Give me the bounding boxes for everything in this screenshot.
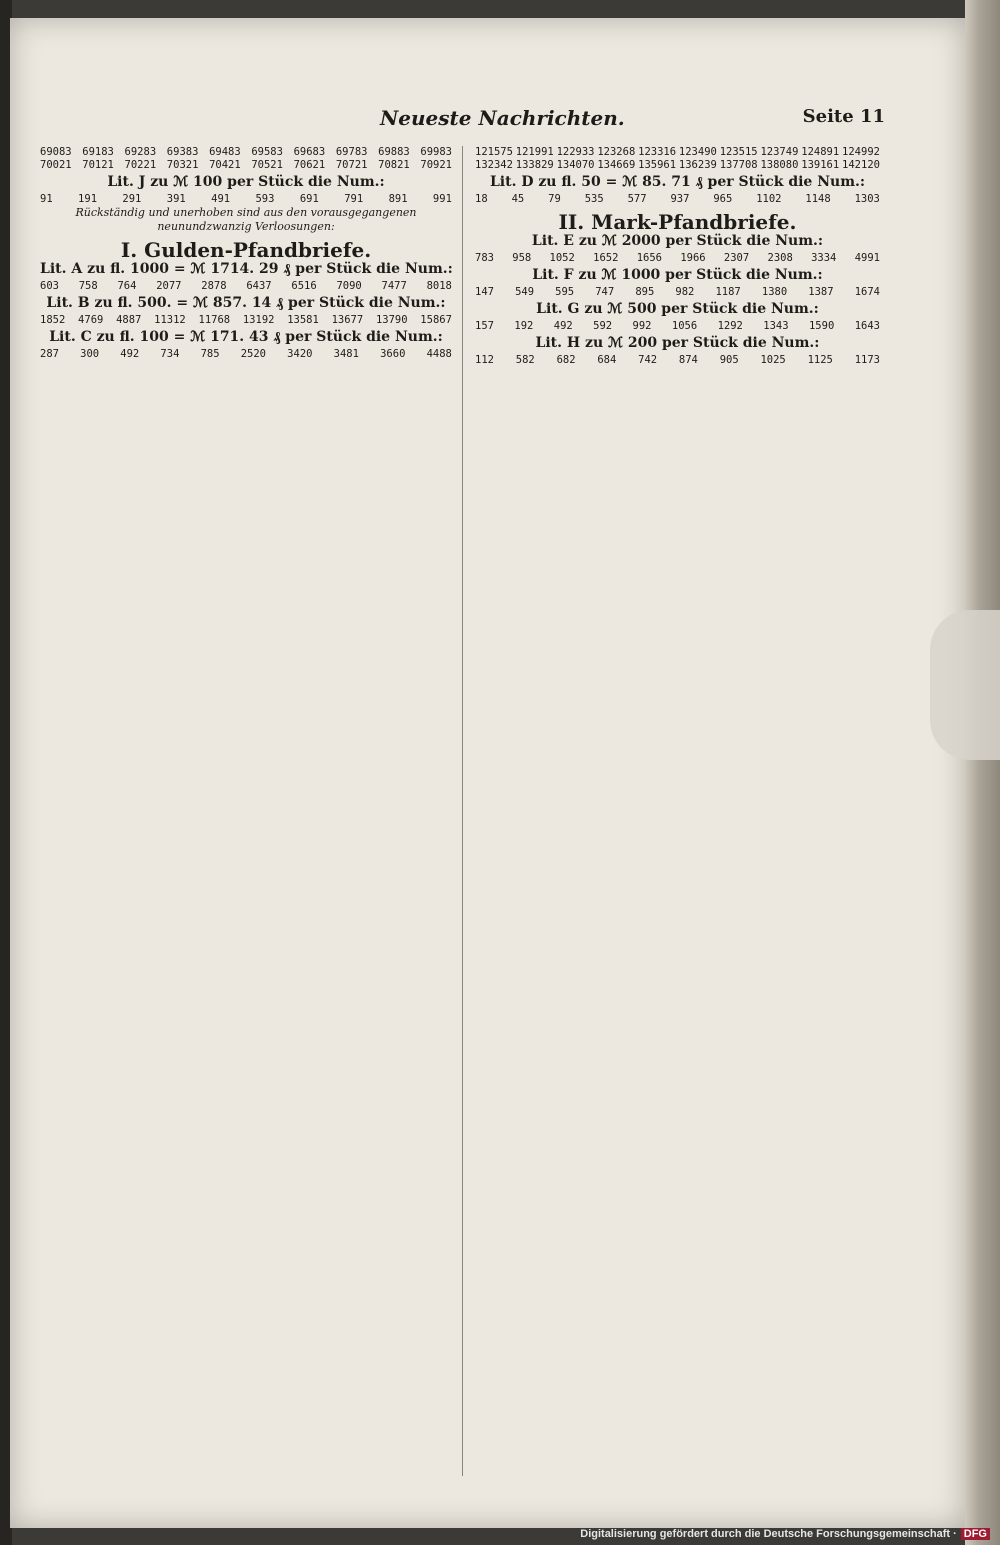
lit-g-heading: Lit. G zu ℳ 500 per Stück die Num.: <box>536 301 819 317</box>
ticket-number: 291 <box>122 193 142 205</box>
ticket-number: 70821 <box>378 159 410 171</box>
ticket-number: 123749 <box>760 146 799 158</box>
ticket-number: 4887 <box>116 314 142 326</box>
ticket-number: 958 <box>512 252 532 264</box>
ticket-number: 492 <box>553 320 573 332</box>
ticket-number: 69683 <box>293 146 326 158</box>
ticket-number: 137708 <box>719 159 758 171</box>
ticket-number: 3420 <box>287 348 313 360</box>
ticket-number: 2308 <box>767 252 793 264</box>
lit-e-heading: Lit. E zu ℳ 2000 per Stück die Num.: <box>531 233 824 249</box>
ticket-number: 112 <box>475 354 494 366</box>
ticket-number: 70121 <box>82 159 114 171</box>
ticket-number: 69883 <box>378 146 410 158</box>
number-row <box>40 146 452 159</box>
ticket-number: 70721 <box>335 159 368 171</box>
ticket-number: 123268 <box>597 146 636 158</box>
ticket-number: 135961 <box>638 159 677 171</box>
ticket-number: 124992 <box>842 146 880 158</box>
column-divider <box>462 146 463 1476</box>
lit-f-heading: Lit. F zu ℳ 1000 per Stück die Num.: <box>532 267 823 283</box>
ticket-number: 747 <box>595 286 615 298</box>
ticket-number: 965 <box>713 193 733 205</box>
ticket-number: 70321 <box>166 159 199 171</box>
ticket-number: 1643 <box>854 320 880 332</box>
ticket-number: 1292 <box>717 320 743 332</box>
page-header <box>10 106 965 132</box>
ticket-number: 70621 <box>293 159 326 171</box>
ticket-number: 142120 <box>842 159 880 171</box>
ticket-number: 133829 <box>515 159 554 171</box>
ticket-number: 895 <box>635 286 655 298</box>
number-row <box>475 159 880 172</box>
page-title: Neueste Nachrichten. <box>380 106 625 130</box>
digitization-footer <box>580 1528 990 1540</box>
ticket-number: 123515 <box>719 146 758 158</box>
ticket-number: 4991 <box>854 252 880 264</box>
number-row <box>475 320 880 333</box>
ticket-number: 122933 <box>556 146 595 158</box>
ticket-number: 300 <box>80 348 100 360</box>
ticket-number: 121991 <box>515 146 554 158</box>
lit-b-heading: Lit. B zu fl. 500. = ℳ 857. 14 ₰ per Stück die Num.: <box>46 295 446 311</box>
ticket-number: 79 <box>548 193 561 205</box>
ticket-number: 1173 <box>854 354 880 366</box>
ticket-number: 684 <box>597 354 617 366</box>
ticket-number: 1674 <box>854 286 880 298</box>
ticket-number: 905 <box>719 354 739 366</box>
ticket-number: 1102 <box>756 193 782 205</box>
number-row <box>475 193 880 206</box>
ticket-number: 7477 <box>381 280 407 292</box>
footer-text: Digitalisierung gefördert durch die Deutsche Forschungsgemeinschaft · <box>580 1528 957 1540</box>
ticket-number: 136239 <box>678 159 717 171</box>
ticket-number: 13581 <box>287 314 319 326</box>
ticket-number: 138080 <box>760 159 799 171</box>
ticket-number: 45 <box>511 193 525 205</box>
ticket-number: 603 <box>40 280 59 292</box>
ticket-number: 691 <box>299 193 319 205</box>
ticket-number: 11768 <box>198 314 231 326</box>
section-mark-pfandbriefe: II. Mark-Pfandbriefe. <box>558 210 797 234</box>
ticket-number: 4488 <box>426 348 452 360</box>
ticket-number: 13790 <box>375 314 408 326</box>
number-row <box>475 252 880 265</box>
ticket-number: 69283 <box>124 146 157 158</box>
lit-j-heading: Lit. J zu ℳ 100 per Stück die Num.: <box>107 174 385 190</box>
number-row <box>40 159 452 172</box>
ticket-number: 1148 <box>805 193 831 205</box>
newspaper-page <box>10 18 965 1528</box>
ticket-number: 992 <box>632 320 652 332</box>
ticket-number: 1966 <box>680 252 706 264</box>
ticket-number: 734 <box>160 348 180 360</box>
ticket-number: 1852 <box>40 314 66 326</box>
ticket-number: 1025 <box>760 354 786 366</box>
ticket-number: 4769 <box>78 314 104 326</box>
ticket-number: 1387 <box>808 286 834 298</box>
ticket-number: 69083 <box>40 146 72 158</box>
number-row <box>40 280 452 293</box>
ticket-number: 123316 <box>638 146 677 158</box>
ticket-number: 742 <box>638 354 658 366</box>
ticket-number: 2878 <box>201 280 227 292</box>
ticket-number: 134669 <box>597 159 636 171</box>
ticket-number: 491 <box>211 193 231 205</box>
number-row <box>40 193 452 206</box>
ticket-number: 1652 <box>593 252 619 264</box>
arrears-note: Rückständig und unerhoben sind aus den vorausgegangenen neunundzwanzig Verloosungen: <box>75 206 417 233</box>
ticket-number: 70921 <box>420 159 452 171</box>
ticket-number: 13677 <box>331 314 364 326</box>
ticket-number: 6516 <box>291 280 317 292</box>
ticket-number: 13192 <box>242 314 275 326</box>
section-gulden-pfandbriefe: I. Gulden-Pfandbriefe. <box>120 238 372 262</box>
ticket-number: 764 <box>117 280 137 292</box>
ticket-number: 18 <box>475 193 488 205</box>
ticket-number: 391 <box>166 193 186 205</box>
ticket-number: 1056 <box>671 320 698 332</box>
ticket-number: 535 <box>584 193 604 205</box>
ticket-number: 783 <box>475 252 494 264</box>
ticket-number: 1343 <box>763 320 789 332</box>
ticket-number: 157 <box>475 320 494 332</box>
ticket-number: 123490 <box>678 146 717 158</box>
ticket-number: 791 <box>344 193 364 205</box>
ticket-number: 7090 <box>336 280 362 292</box>
ticket-number: 3334 <box>811 252 837 264</box>
ticket-number: 69183 <box>82 146 114 158</box>
ticket-number: 70421 <box>209 159 241 171</box>
ticket-number: 593 <box>255 193 275 205</box>
ticket-number: 132342 <box>475 159 513 171</box>
left-column <box>40 146 452 361</box>
ticket-number: 11312 <box>154 314 186 326</box>
ticket-number: 70521 <box>251 159 283 171</box>
ticket-number: 134070 <box>556 159 595 171</box>
number-row <box>40 348 452 361</box>
ticket-number: 2077 <box>156 280 182 292</box>
ticket-number: 70021 <box>40 159 72 171</box>
ticket-number: 191 <box>78 193 98 205</box>
ticket-number: 124891 <box>801 146 840 158</box>
page-edges <box>965 0 1000 1545</box>
ticket-number: 15867 <box>420 314 452 326</box>
ticket-number: 1656 <box>636 252 663 264</box>
right-column <box>475 146 880 367</box>
ticket-number: 549 <box>515 286 535 298</box>
ticket-number: 1380 <box>761 286 788 298</box>
number-row <box>40 314 452 327</box>
ticket-number: 874 <box>678 354 698 366</box>
ticket-number: 758 <box>78 280 98 292</box>
ticket-number: 2520 <box>240 348 266 360</box>
ticket-number: 147 <box>475 286 494 298</box>
ticket-number: 69483 <box>209 146 241 158</box>
bookmark-tab <box>930 610 1000 760</box>
ticket-number: 492 <box>120 348 140 360</box>
ticket-number: 991 <box>432 193 452 205</box>
ticket-number: 91 <box>40 193 53 205</box>
ticket-number: 139161 <box>801 159 840 171</box>
ticket-number: 577 <box>627 193 647 205</box>
ticket-number: 595 <box>555 286 575 298</box>
ticket-number: 891 <box>388 193 408 205</box>
lit-c-heading: Lit. C zu fl. 100 = ℳ 171. 43 ₰ per Stück die Num.: <box>49 329 443 345</box>
ticket-number: 1052 <box>549 252 575 264</box>
ticket-number: 70221 <box>124 159 157 171</box>
ticket-number: 69783 <box>335 146 368 158</box>
number-row <box>475 146 880 159</box>
number-row <box>475 354 880 367</box>
ticket-number: 121575 <box>475 146 513 158</box>
page-number: Seite 11 <box>802 106 885 127</box>
ticket-number: 69583 <box>251 146 283 158</box>
ticket-number: 69383 <box>166 146 199 158</box>
ticket-number: 8018 <box>426 280 452 292</box>
ticket-number: 592 <box>593 320 613 332</box>
ticket-number: 69983 <box>420 146 452 158</box>
ticket-number: 785 <box>200 348 220 360</box>
ticket-number: 3660 <box>380 348 406 360</box>
ticket-number: 1125 <box>807 354 833 366</box>
ticket-number: 2307 <box>723 252 750 264</box>
ticket-number: 1590 <box>808 320 835 332</box>
ticket-number: 3481 <box>333 348 359 360</box>
dfg-logo: DFG <box>961 1528 990 1540</box>
ticket-number: 937 <box>670 193 690 205</box>
ticket-number: 682 <box>556 354 576 366</box>
ticket-number: 1187 <box>715 286 741 298</box>
ticket-number: 582 <box>515 354 535 366</box>
ticket-number: 982 <box>675 286 695 298</box>
lit-h-heading: Lit. H zu ℳ 200 per Stück die Num.: <box>535 335 820 351</box>
lit-a-heading: Lit. A zu fl. 1000 = ℳ 1714. 29 ₰ per Stück die Num.: <box>40 261 453 277</box>
ticket-number: 6437 <box>246 280 272 292</box>
lit-d-heading: Lit. D zu fl. 50 = ℳ 85. 71 ₰ per Stück die Num.: <box>489 174 866 190</box>
number-row <box>475 286 880 299</box>
ticket-number: 1303 <box>854 193 880 205</box>
ticket-number: 287 <box>40 348 59 360</box>
ticket-number: 192 <box>514 320 534 332</box>
